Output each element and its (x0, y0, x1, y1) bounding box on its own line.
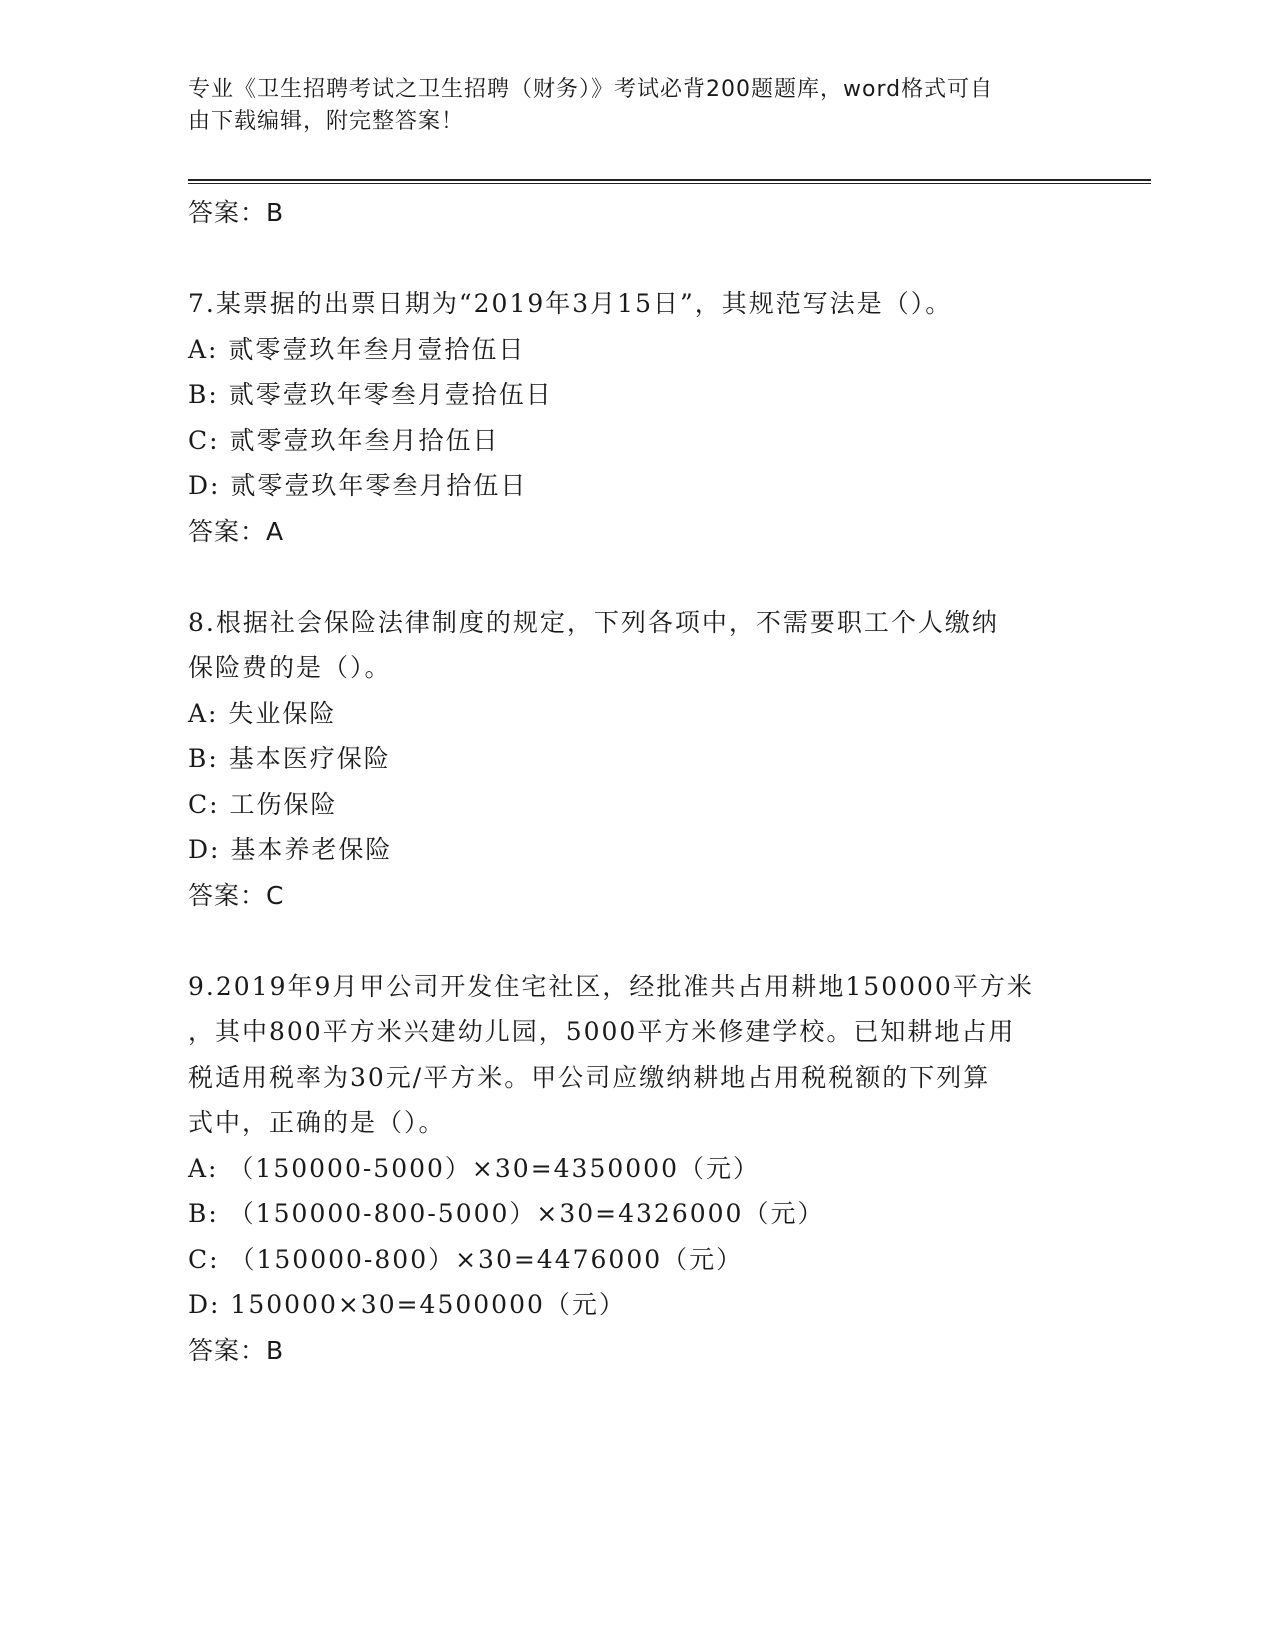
answer: 答案：C (188, 880, 285, 910)
previous-answer: 答案：B (188, 198, 285, 227)
header-line-2: 由下载编辑，附完整答案！ (188, 109, 465, 134)
header-divider-thin (188, 183, 1151, 184)
option-d: D: 基本养老保险 (188, 835, 393, 864)
option-c: C: 贰零壹玖年叁月拾伍日 (188, 425, 500, 455)
option-c: C: 工伤保险 (188, 789, 338, 819)
header-line-1: 专业《卫生招聘考试之卫生招聘（财务）》考试必背200题题库，word格式可自 (188, 77, 994, 102)
question-stem: 9.2019年9月甲公司开发住宅社区，经批准共占用耕地150000平方米 (188, 971, 1034, 1001)
question-7 (188, 281, 1088, 554)
option-c: C: （150000-800）×30=4476000（元） (188, 1244, 744, 1274)
question-8 (188, 600, 1088, 919)
option-d: D: 贰零壹玖年零叁月拾伍日 (188, 471, 528, 500)
question-stem: 保险费的是（）。 (188, 653, 392, 682)
header-divider-thick (188, 179, 1151, 181)
spacer (188, 554, 1088, 600)
option-b: B: 贰零壹玖年零叁月壹拾伍日 (188, 380, 553, 409)
question-stem: 8.根据社会保险法律制度的规定，下列各项中，不需要职工个人缴纳 (188, 607, 999, 637)
option-b: B: 基本医疗保险 (188, 744, 391, 773)
question-stem: ，其中800平方米兴建幼儿园，5000平方米修建学校。已知耕地占用 (188, 1017, 1016, 1046)
question-list (188, 190, 1088, 1373)
option-a: A: 贰零壹玖年叁月壹拾伍日 (188, 334, 526, 364)
option-a: A: 失业保险 (188, 698, 337, 728)
question-stem: 税适用税率为30元/平方米。甲公司应缴纳耕地占用税税额的下列算 (188, 1062, 991, 1092)
question-stem: 7.某票据的出票日期为“2019年3月15日”，其规范写法是（）。 (188, 289, 953, 318)
option-b: B: （150000-800-5000）×30=4326000（元） (188, 1199, 825, 1228)
spacer (188, 236, 1088, 282)
answer: 答案：A (188, 516, 285, 546)
question-9 (188, 964, 1088, 1374)
document-header (188, 74, 1068, 138)
spacer (188, 918, 1088, 964)
option-d: D: 150000×30=4500000（元） (188, 1290, 626, 1319)
option-a: A: （150000-5000）×30=4350000（元） (188, 1153, 760, 1183)
answer: 答案：B (188, 1335, 285, 1365)
question-stem: 式中，正确的是（）。 (188, 1108, 446, 1137)
